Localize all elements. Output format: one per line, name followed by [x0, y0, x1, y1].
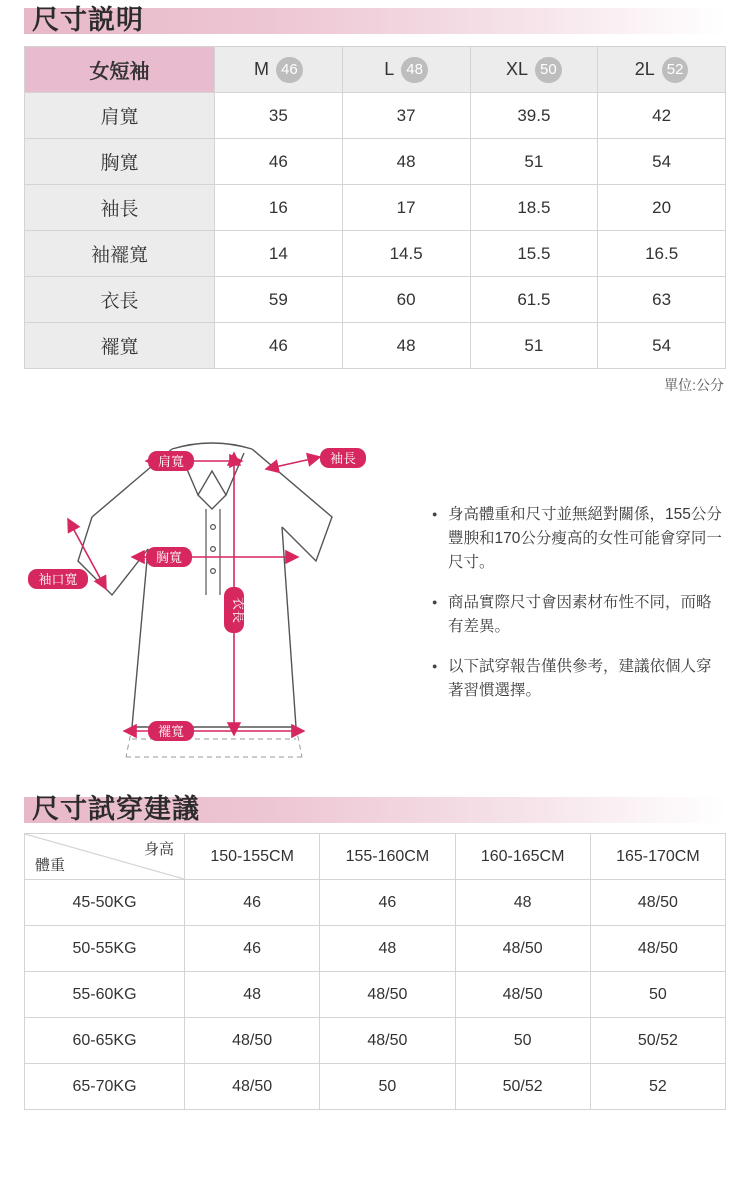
svg-text:袖長: 袖長: [329, 451, 357, 466]
note-item-1: ● 商品實際尺寸會因素材布性不同，而略有差異。: [432, 591, 722, 639]
fit-cell-1-1: 48: [320, 926, 455, 972]
table-row: [25, 185, 726, 231]
fit-cell-2-2: 48/50: [455, 972, 590, 1018]
fit-cell-4-2: 50/52: [455, 1064, 590, 1110]
fit-cell-2-3: 50: [590, 972, 725, 1018]
size-cell-1-0: 46: [215, 139, 343, 185]
table-row: [25, 323, 726, 369]
size-cell-1-3: 54: [598, 139, 726, 185]
label-shoulder: [148, 451, 194, 471]
polo-shirt-diagram: [20, 409, 400, 784]
size-col-m-label: M: [254, 58, 270, 79]
size-heading-text: 尺寸説明: [32, 5, 144, 35]
size-row-label-1: 胸寬: [25, 139, 215, 185]
label-hem: [148, 721, 194, 741]
size-cell-5-0: 46: [215, 323, 343, 369]
size-cell-0-2: 39.5: [470, 93, 598, 139]
fit-row-label-3: 60-65KG: [25, 1018, 185, 1064]
size-cell-2-2: 18.5: [470, 185, 598, 231]
fit-cell-3-2: 50: [455, 1018, 590, 1064]
fit-col-0: 150-155CM: [185, 834, 320, 880]
fit-section-heading: [24, 789, 726, 829]
label-chest: [146, 547, 192, 567]
fit-cell-0-0: 46: [185, 880, 320, 926]
fit-corner-height-label: 身高: [143, 841, 174, 858]
size-cell-3-3: 16.5: [598, 231, 726, 277]
size-cell-1-1: 48: [342, 139, 470, 185]
fit-cell-1-2: 48/50: [455, 926, 590, 972]
fit-cell-2-0: 48: [185, 972, 320, 1018]
fit-cell-0-1: 46: [320, 880, 455, 926]
size-table-header-row: [25, 47, 726, 93]
size-col-xl: [470, 47, 598, 93]
fit-col-2: 160-165CM: [455, 834, 590, 880]
table-row: [25, 231, 726, 277]
fit-table-header-row: [25, 834, 726, 880]
size-row-label-3: 袖襬寬: [25, 231, 215, 277]
size-col-2l-label: 2L: [634, 58, 655, 79]
svg-text:襬寬: 襬寬: [157, 724, 185, 739]
size-cell-5-3: 54: [598, 323, 726, 369]
table-row: [25, 1018, 726, 1064]
svg-text:袖口寬: 袖口寬: [38, 572, 78, 587]
svg-text:肩寬: 肩寬: [157, 454, 185, 469]
unit-note: 單位:公分: [664, 377, 724, 393]
note-item-2: ● 以下試穿報告僅供參考，建議依個人穿著習慣選擇。: [432, 655, 722, 703]
size-cell-1-2: 51: [470, 139, 598, 185]
size-col-l: [342, 47, 470, 93]
fit-cell-3-1: 48/50: [320, 1018, 455, 1064]
size-cell-5-1: 48: [342, 323, 470, 369]
fit-col-1: 155-160CM: [320, 834, 455, 880]
size-cell-4-2: 61.5: [470, 277, 598, 323]
fit-cell-2-1: 48/50: [320, 972, 455, 1018]
fit-row-label-0: 45-50KG: [25, 880, 185, 926]
size-col-l-num: 48: [401, 57, 428, 83]
size-row-label-0: 肩寬: [25, 93, 215, 139]
svg-text:衣長: 衣長: [231, 596, 246, 624]
size-cell-0-3: 42: [598, 93, 726, 139]
garment-diagram-section: [0, 409, 750, 789]
size-cell-3-0: 14: [215, 231, 343, 277]
size-cell-4-1: 60: [342, 277, 470, 323]
table-row: [25, 972, 726, 1018]
fit-cell-0-2: 48: [455, 880, 590, 926]
size-col-xl-num: 50: [535, 57, 562, 83]
fit-cell-3-3: 50/52: [590, 1018, 725, 1064]
size-cell-3-1: 14.5: [342, 231, 470, 277]
table-row: [25, 880, 726, 926]
label-body-length: [224, 587, 246, 633]
fit-heading-text: 尺寸試穿建議: [32, 794, 200, 824]
size-section-heading: [24, 0, 726, 40]
fit-cell-0-3: 48/50: [590, 880, 725, 926]
fit-row-label-4: 65-70KG: [25, 1064, 185, 1110]
size-cell-4-0: 59: [215, 277, 343, 323]
fit-row-label-2: 55-60KG: [25, 972, 185, 1018]
fit-cell-1-0: 46: [185, 926, 320, 972]
fit-col-3: 165-170CM: [590, 834, 725, 880]
fit-cell-4-3: 52: [590, 1064, 725, 1110]
fit-row-label-1: 50-55KG: [25, 926, 185, 972]
size-cell-2-1: 17: [342, 185, 470, 231]
size-table-corner: 女短袖: [25, 47, 215, 93]
label-sleeve-length: [320, 448, 366, 468]
notes-list: [392, 503, 722, 719]
fit-table: [24, 833, 726, 1110]
size-cell-5-2: 51: [470, 323, 598, 369]
size-cell-2-0: 16: [215, 185, 343, 231]
size-cell-0-1: 37: [342, 93, 470, 139]
label-sleeve-opening: [28, 569, 88, 589]
table-row: [25, 93, 726, 139]
size-cell-4-3: 63: [598, 277, 726, 323]
svg-text:胸寬: 胸寬: [155, 550, 183, 565]
fit-cell-4-0: 48/50: [185, 1064, 320, 1110]
size-col-l-label: L: [384, 58, 395, 79]
fit-cell-1-3: 48/50: [590, 926, 725, 972]
size-col-2l-num: 52: [662, 57, 689, 83]
table-row: [25, 1064, 726, 1110]
size-col-2l: [598, 47, 726, 93]
size-table: [24, 46, 726, 369]
size-cell-2-3: 20: [598, 185, 726, 231]
note-item-0: ● 身高體重和尺寸並無絕對關係，155公分豐腴和170公分瘦高的女性可能會穿同一尺寸。: [432, 503, 722, 575]
size-row-label-5: 襬寬: [25, 323, 215, 369]
fit-corner-weight-label: 體重: [35, 857, 66, 874]
size-col-m: [215, 47, 343, 93]
size-row-label-2: 袖長: [25, 185, 215, 231]
size-col-xl-label: XL: [506, 58, 529, 79]
table-row: [25, 926, 726, 972]
size-cell-0-0: 35: [215, 93, 343, 139]
fit-cell-3-0: 48/50: [185, 1018, 320, 1064]
fit-cell-4-1: 50: [320, 1064, 455, 1110]
size-cell-3-2: 15.5: [470, 231, 598, 277]
fit-table-corner: [25, 834, 185, 880]
table-row: [25, 139, 726, 185]
size-col-m-num: 46: [276, 57, 303, 83]
size-row-label-4: 衣長: [25, 277, 215, 323]
table-row: [25, 277, 726, 323]
